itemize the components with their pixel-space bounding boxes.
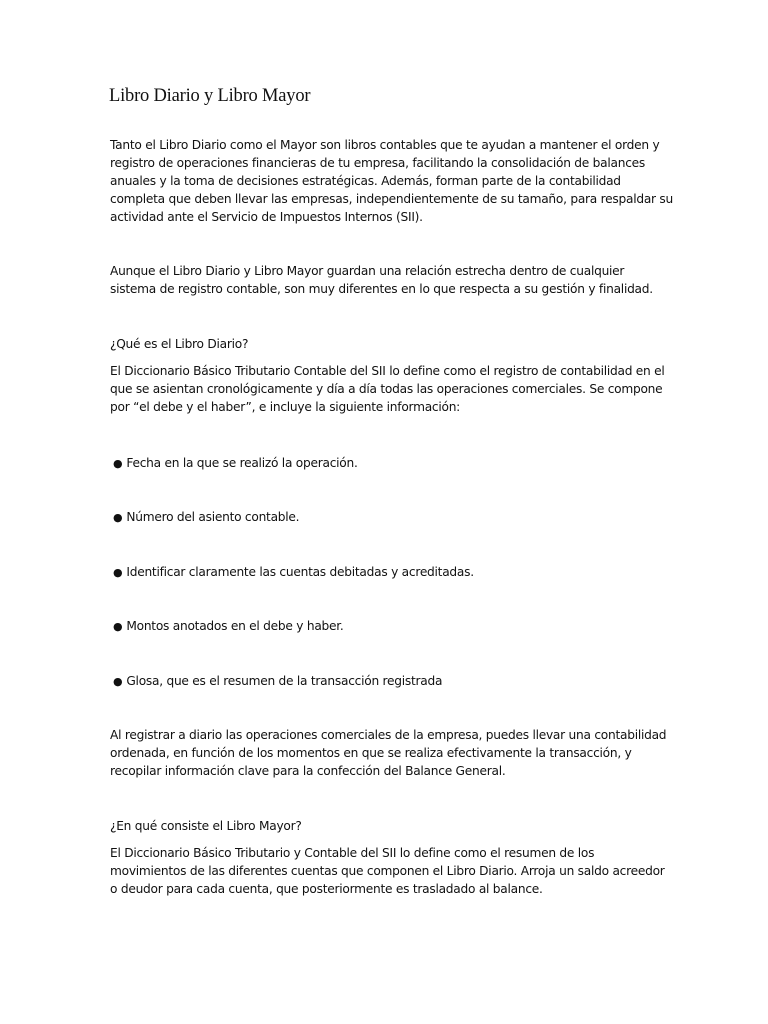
document-title: Libro Diario y Libro Mayor: [109, 86, 311, 106]
list-item-text: Fecha en la que se realizó la operación.: [126, 456, 358, 470]
list-item: [113, 563, 474, 582]
list-item: [113, 454, 358, 473]
diario-conclusion-line: recopilar información clave para la confección del Balance General.: [110, 764, 506, 778]
list-item: [113, 672, 442, 691]
list-item-text: Número del asiento contable.: [126, 510, 300, 524]
mayor-definition-line: o deudor para cada cuenta, que posteriormente es trasladado al balance.: [110, 882, 543, 896]
list-item: [113, 617, 344, 636]
diario-definition-paragraph: [110, 362, 665, 416]
mayor-definition-line: movimientos de las diferentes cuentas que componen el Libro Diario. Arroja un saldo acreedor: [110, 864, 665, 878]
bullet-icon: ●: [113, 566, 123, 579]
bullet-icon: ●: [113, 620, 123, 633]
bullet-icon: ●: [113, 675, 123, 688]
relation-line: Aunque el Libro Diario y Libro Mayor guardan una relación estrecha dentro de cualquier: [110, 264, 625, 278]
intro-paragraph: [110, 136, 673, 226]
bullet-icon: ●: [113, 511, 123, 524]
diario-definition-line: El Diccionario Básico Tributario Contable del SII lo define como el registro de contabilidad en el: [110, 364, 665, 378]
intro-line: Tanto el Libro Diario como el Mayor son libros contables que te ayudan a mantener el orden y: [110, 138, 660, 152]
mayor-heading: ¿En qué consiste el Libro Mayor?: [110, 819, 302, 833]
diario-conclusion-paragraph: [110, 726, 666, 780]
diario-conclusion-line: Al registrar a diario las operaciones comerciales de la empresa, puedes llevar una contabilidad: [110, 728, 667, 742]
mayor-definition-line: El Diccionario Básico Tributario y Contable del SII lo define como el resumen de los: [110, 846, 595, 860]
list-item: [113, 508, 299, 527]
intro-line: registro de operaciones financieras de tu empresa, facilitando la consolidación de balances: [110, 156, 645, 170]
intro-line: completa que deben llevar las empresas, independientemente de su tamaño, para respaldar su: [110, 192, 673, 206]
diario-definition-line: que se asientan cronológicamente y día a día todas las operaciones comerciales. Se compone: [110, 382, 663, 396]
mayor-definition-paragraph: [110, 844, 665, 898]
list-item-text: Identificar claramente las cuentas debitadas y acreditadas.: [126, 565, 474, 579]
intro-line: actividad ante el Servicio de Impuestos Internos (SII).: [110, 210, 423, 224]
bullet-icon: ●: [113, 457, 123, 470]
diario-definition-line: por “el debe y el haber”, e incluye la siguiente información:: [110, 400, 461, 414]
list-item-text: Glosa, que es el resumen de la transacción registrada: [126, 674, 443, 688]
list-item-text: Montos anotados en el debe y haber.: [126, 619, 344, 633]
relation-paragraph: [110, 262, 653, 298]
diario-conclusion-line: ordenada, en función de los momentos en que se realiza efectivamente la transacción, y: [110, 746, 632, 760]
diario-heading: ¿Qué es el Libro Diario?: [110, 337, 249, 351]
relation-line: sistema de registro contable, son muy diferentes en lo que respecta a su gestión y finalidad.: [110, 282, 653, 296]
intro-line: anuales y la toma de decisiones estratégicas. Además, forman parte de la contabilidad: [110, 174, 621, 188]
